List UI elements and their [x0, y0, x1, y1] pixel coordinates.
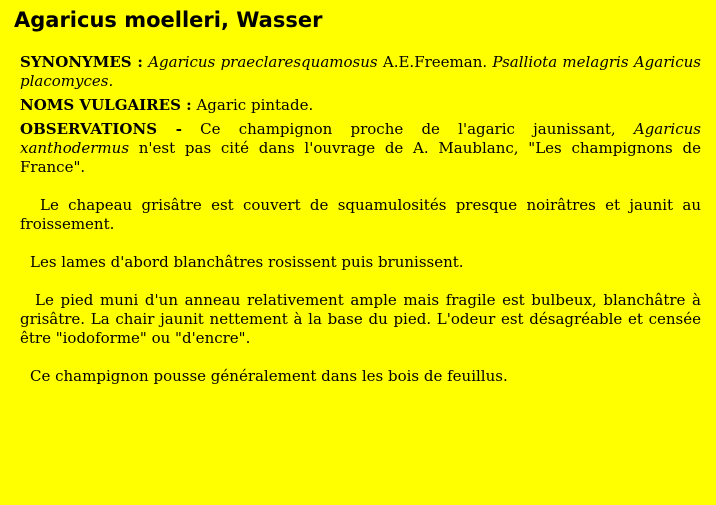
lames-paragraph: Les lames d'abord blanchâtres rosissent puis brunissent.	[30, 253, 464, 271]
synonymes-paragraph	[20, 53, 701, 91]
habitat-paragraph: Ce champignon pousse généralement dans les bois de feuillus.	[30, 367, 508, 385]
pied-paragraph: Le pied muni d'un anneau relativement ample mais fragile est bulbeux, blanchâtre à grisâtre. La chair jaunit nettement à la base du pied. L'odeur est désagréable et censée être "iodoforme" ou "d'encre".	[20, 291, 701, 347]
synonym-3: Agaricus placomyces.	[20, 53, 701, 90]
observations-text-2: n'est pas cité dans l'ouvrage de A. Maublanc, "Les champignons de France".	[20, 139, 701, 176]
noms-vulgaires-paragraph	[20, 96, 701, 115]
synonym-1: Agaricus praeclaresquamosus	[148, 53, 378, 71]
observations-text-1: Ce champignon proche de l'agaric jaunissant,	[200, 120, 616, 138]
observations-label: OBSERVATIONS -	[20, 120, 182, 138]
page-title: Agaricus moelleri, Wasser	[14, 8, 323, 32]
noms-vulgaires-value: Agaric pintade.	[196, 96, 314, 114]
synonym-1-author: A.E.Freeman.	[382, 53, 488, 71]
noms-vulgaires-label: NOMS VULGAIRES :	[20, 96, 192, 114]
observations-species: Agaricus xanthodermus	[20, 120, 701, 157]
synonym-2: Psalliota melagris	[492, 53, 629, 71]
observations-paragraph	[20, 120, 701, 177]
description-body	[20, 53, 701, 405]
synonymes-label: SYNONYMES :	[20, 53, 143, 71]
chapeau-paragraph: Le chapeau grisâtre est couvert de squamulosités presque noirâtres et jaunit au froissement.	[20, 196, 701, 233]
